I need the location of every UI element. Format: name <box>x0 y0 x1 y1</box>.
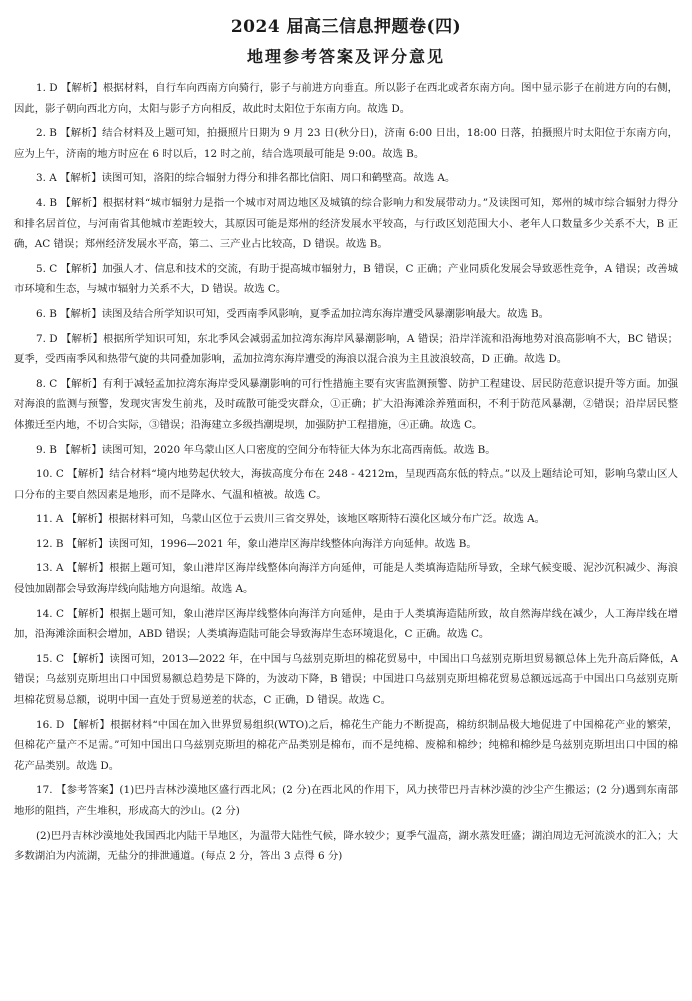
answer-item-11: 11. A 【解析】根据材料可知，乌蒙山区位于云贵川三省交界处，该地区喀斯特石漠化区域分布广泛。故选 A。 <box>36 513 546 526</box>
answer-item-17-part-2: (2)巴丹吉林沙漠地处我国西北内陆干旱地区，为温带大陆性气候，降水较少；夏季气温高，湖水蒸发旺盛；湖泊周边无河流淡水的汇入；大多数湖泊为内流湖，无盐分的排泄通道。(每点 2 分，答出 3 点得 6 分) <box>14 829 678 863</box>
answer-item-12: 12. B 【解析】读图可知，1996—2021 年，象山港岸区海岸线整体向海洋方向延伸。故选 B。 <box>36 537 477 550</box>
answer-item-14: 14. C 【解析】根据上题可知，象山港岸区海岸线整体向海洋方向延伸，是由于人类填海造陆所致，故自然海岸线在减少，人工海岸线在增加，沿海滩涂面积会增加，ABD 错误；人类填海造陆可能会导致海岸生态环境退化，C 正确。故选 C。 <box>14 607 678 641</box>
answer-item-10: 10. C 【解析】结合材料“境内地势起伏较大，海拔高度分布在 248 - 4212m，呈现西高东低的特点。”以及上题结论可知，影响乌蒙山区人口分布的主要自然因素是地形，而不是降水、气温和植被。故选 C。 <box>14 468 678 501</box>
answer-item-15: 15. C 【解析】读图可知，2013—2022 年，在中国与乌兹别克斯坦的棉花贸易中，中国出口乌兹别克斯坦贸易额总体上先升高后降低，A 错误；乌兹别克斯坦出口中国贸易额总趋势是下降的，为波动下降，B 错误；中国进口乌兹别克斯坦棉花贸易总额远远高于中国出口乌兹别克斯坦棉花贸易总额，说明中国一直处于贸易逆差的状态，C 正确，D 错误。故选 C。 <box>14 652 678 707</box>
answer-item-5: 5. C 【解析】加强人才、信息和技术的交流，有助于提高城市辐射力，B 错误，C 正确；产业同质化发展会导致恶性竞争，A 错误；改善城市环境和生态，与城市辐射力关系不大，D 错误。故选 C。 <box>14 262 678 296</box>
page-title: 2024 届高三信息押题卷(四) <box>230 17 462 37</box>
answer-item-1: 1. D 【解析】根据材料，自行车向西南方向骑行，影子与前进方向垂直。所以影子在西北或者东南方向。图中显示影子在前进方向的右侧，因此，影子朝向西北方向，太阳与影子方向相反，故此时太阳位于东南方向。故选 D。 <box>14 82 678 115</box>
answer-item-7: 7. D 【解析】根据所学知识可知，东北季风会减弱孟加拉湾东海岸风暴潮影响，A 错误；沿岸洋流和沿海地势对浪高影响不大，BC 错误；夏季，受西南季风和热带气旋的共同叠加影响，孟加拉湾东海岸遭受的海浪以混合浪为主且波浪较高，D 正确。故选 D。 <box>14 332 678 366</box>
answer-item-4: 4. B 【解析】根据材料“城市辐射力是指一个城市对周边地区及城镇的综合影响力和发展带动力。”及读图可知，郑州的城市综合辐射力得分和排名居首位，与河南省其他城市差距较大，其原因可能是郑州的经济发展水平较高，与行政区划范围大小、老年人口数量多少关系不大，B 正确，AC 错误；郑州经济发展水平高，第二、三产业占比较高，D 错误。故选 B。 <box>14 196 678 251</box>
answer-item-16: 16. D 【解析】根据材料“中国在加入世界贸易组织(WTO)之后，棉花生产能力不断提高，棉纺织制品极大地促进了中国棉花产业的繁荣，但棉花产量产不足需。”可知中国出口乌兹别克斯坦的棉花产品类别是棉布，而不是纯棉、废棉和棉纱；纯棉和棉纱是乌兹别克斯坦出口中国的棉花产品类别。故选 D。 <box>14 718 678 772</box>
page-subtitle: 地理参考答案及评分意见 <box>246 47 445 66</box>
answer-item-8: 8. C 【解析】有利于减轻孟加拉湾东海岸受风暴潮影响的可行性措施主要有灾害监测预警、防护工程建设、居民防范意识提升等方面。加强对海浪的监测与预警，发现灾害发生前兆，及时疏散可能受灾群众，①正确；扩大沿海滩涂养殖面积，不利于防范风暴潮，②错误；沿岸居民整体搬迁至内地，不切合实际，③错误；沿海建立多级挡潮堤坝，加强防护工程措施，④正确。故选 C。 <box>14 377 678 431</box>
answer-item-2: 2. B 【解析】结合材料及上题可知，拍摄照片日期为 9 月 23 日(秋分日)，济南 6:00 日出，18:00 日落，拍摄照片时太阳位于东南方向，应为上午，济南的地方时应在 6 时以后，12 时之前，结合选项最可能是 9:00。故选 B。 <box>14 127 678 160</box>
answer-item-6: 6. B 【解析】读图及结合所学知识可知，受西南季风影响，夏季孟加拉湾东海岸遭受风暴潮影响最大。故选 B。 <box>36 307 550 320</box>
answer-item-9: 9. B 【解析】读图可知，2020 年乌蒙山区人口密度的空间分布特征大体为东北高西南低。故选 B。 <box>36 443 496 456</box>
answer-item-13: 13. A 【解析】根据上题可知，象山港岸区海岸线整体向海洋方向延伸，可能是人类填海造陆所导致，全球气候变暖、泥沙沉积减少、海浪侵蚀加剧都会导致海岸线向陆地方向退缩。故选 A。 <box>14 562 678 596</box>
answer-item-17-part-1: 17. 【参考答案】(1)巴丹吉林沙漠地区盛行西北风；(2 分)在西北风的作用下，风力挟带巴丹吉林沙漠的沙尘产生搬运；(2 分)遇到东南部地形的阻挡，产生堆积，形成高大的沙山。(2 分) <box>14 784 678 817</box>
answer-sheet-page <box>14 16 678 994</box>
answer-item-3: 3. A 【解析】读图可知，洛阳的综合辐射力得分和排名都比信阳、周口和鹤壁高。故选 A。 <box>36 172 456 185</box>
